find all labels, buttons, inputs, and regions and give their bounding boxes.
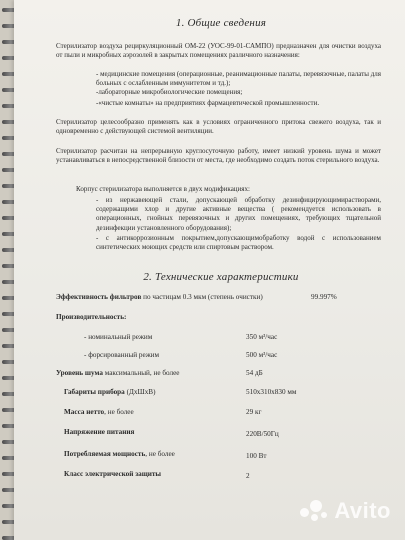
spec-mass-bold: Масса нетто <box>64 408 105 416</box>
avito-watermark <box>300 498 391 524</box>
document-page <box>14 0 405 540</box>
spec-dimensions-value: 510x310x830 мм <box>246 388 297 396</box>
bullet-labs: -лабораторные микробиологические помещения; <box>96 88 243 96</box>
section-1-title: 1. Общие сведения <box>175 17 267 29</box>
spec-nominal-label: - номинальный режим <box>84 333 153 341</box>
usage-paragraph: Стерилизатор целесообразно применять как в условиях ограниченного притока свежего воздуха, так и одновременно с действующей системой вентиляции. <box>56 118 381 136</box>
intro-paragraph: Стерилизатор воздуха рециркуляционный ОМ-22 (УОС-99-01-САМПО) предназначен для очистки воздуха от пыли и микробных аэрозолей в закрытых помещениях различного назначения: <box>56 42 381 60</box>
bullet-coating: - с антикоррозионным покрытием,допускающимобработку водой с использованием синтетических моющих средств или спиртовым раствором. <box>96 234 381 252</box>
spec-voltage-value: 220В/50Гц <box>246 430 279 438</box>
bullet-clean-rooms: -«чистые комнаты» на предприятиях фармацевтической промышленности. <box>96 99 320 107</box>
spec-forced-value: 500 м³/час <box>246 351 278 359</box>
spec-power-value: 100 Вт <box>246 452 267 460</box>
avito-logo-icon <box>300 498 328 524</box>
spec-noise-value: 54 дБ <box>246 369 263 377</box>
spec-mass-value: 29 кг <box>246 408 262 416</box>
spec-dimensions-rest: (ДхШхВ) <box>124 388 156 396</box>
spec-power-rest: , не более <box>145 450 175 458</box>
spec-dimensions-bold: Габариты прибора <box>64 388 125 396</box>
spec-efficiency-rest: по частицам 0.3 мкм (степень очистки) <box>141 293 263 301</box>
spec-class-value: 2 <box>246 472 250 480</box>
spec-power-bold: Потребляемая мощность <box>64 450 146 458</box>
spec-efficiency-bold: Эффективность фильтров <box>56 293 142 301</box>
bullet-medical: - медицинские помещения (операционные, реанимационные палаты, перевязочные, палаты для больных с ослабленным иммунитетом и тд.); <box>96 70 381 88</box>
spec-dimensions-label <box>64 388 156 396</box>
spec-class-label: Класс электрической защиты <box>64 470 162 478</box>
spec-noise-rest: максимальный, не более <box>102 369 180 377</box>
section-2-title: 2. Технические характеристики <box>143 271 299 283</box>
spec-noise-bold: Уровень шума <box>56 369 103 377</box>
spec-noise-label <box>56 369 179 377</box>
spec-voltage-label: Напряжение питания <box>64 428 135 436</box>
spec-mass-rest: , не более <box>104 408 134 416</box>
spec-efficiency-label <box>56 293 263 301</box>
spec-mass-label <box>64 408 134 416</box>
spec-nominal-value: 350 м³/час <box>246 333 278 341</box>
spec-power-label <box>64 450 175 458</box>
avito-watermark-text: Avito <box>334 498 391 523</box>
modifications-paragraph: Корпус стерилизатора выполняется в двух модификациях: <box>76 185 250 193</box>
bullet-stainless: - из нержавеющей стали, допускающей обработку дезинфицирующимирастворами, содержащими хлор и другие активные вещества ( рекомендуется использовать в операционных, гнойных перевязочных и других помещениях, требующих тщательной дезинфекции установленного оборудования); <box>96 196 381 232</box>
spec-efficiency-value: 99.997% <box>311 293 337 301</box>
operation-paragraph: Стерилизатор расчитан на непрерывную круглосуточную работу, имеет низкий уровень шума и может устанавливаться в непосредственной близости от места, где необходимо создать поток стерильного воздуха. <box>56 147 381 165</box>
spec-productivity-label: Производительность: <box>56 313 127 321</box>
spec-forced-label: - форсированный режим <box>84 351 160 359</box>
